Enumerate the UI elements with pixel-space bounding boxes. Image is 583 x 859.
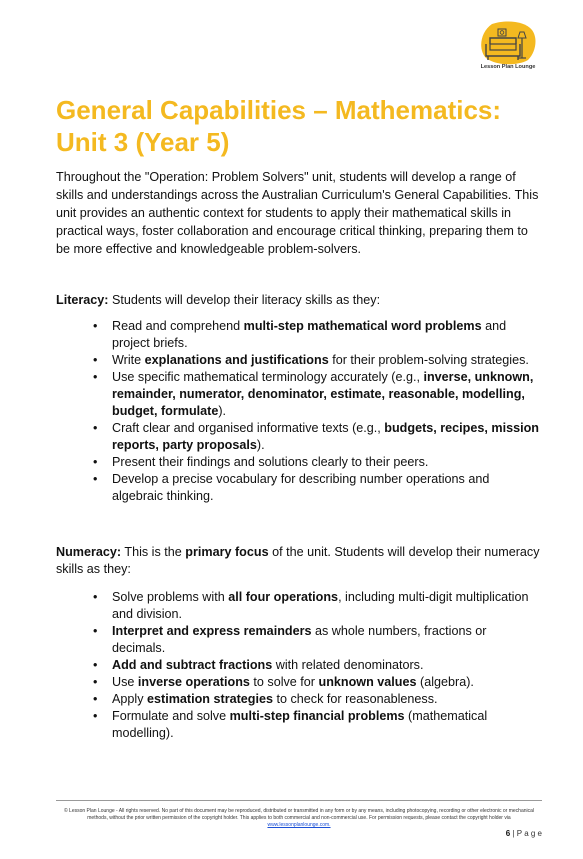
numeracy-bullet-item	[56, 589, 542, 623]
bold-text: multi-step mathematical word problems	[243, 319, 482, 333]
numeracy-text-after: of the unit. Students will develop their numeracy skills as they:	[56, 545, 540, 576]
text: Formulate and solve	[112, 709, 230, 723]
text: and project briefs.	[112, 319, 507, 350]
copyright-text: © Lesson Plan Lounge - All rights reserved. No part of this document may be reproduced, distributed or transmitted in any form or by any means, including photocopying, recording or other electronic or mechanical methods, without the prior written permission of the copyright holder. This applies to both commercial and non-commercial use. For permission requests, please contact the copyright holder via	[63, 808, 535, 821]
bold-text: unknown values	[318, 675, 417, 689]
numeracy-bullet-item	[56, 708, 542, 742]
bold-text: budgets, recipes, mission reports, party proposals	[112, 421, 539, 452]
bold-text: explanations and justifications	[144, 353, 329, 367]
lesson-plan-lounge-logo	[472, 18, 542, 66]
numeracy-label: Numeracy:	[56, 545, 122, 559]
text: (mathematical modelling).	[112, 709, 488, 740]
page-title: General Capabilities – Mathematics: Unit 3 (Year 5)	[56, 95, 502, 157]
numeracy-bullet-item	[56, 623, 542, 657]
literacy-label: Literacy:	[56, 293, 109, 307]
text: Use	[112, 675, 138, 689]
footer-divider	[56, 800, 542, 801]
text: (algebra).	[416, 675, 474, 689]
bold-text: Interpret and express remainders	[112, 624, 312, 638]
bold-text: Add and subtract fractions	[112, 658, 273, 672]
numeracy-bullet-item	[56, 674, 542, 691]
text: ).	[218, 404, 227, 418]
literacy-intro: Students will develop their literacy skills as they:	[108, 293, 381, 307]
numeracy-focus: primary focus	[185, 545, 269, 559]
intro-paragraph: Throughout the "Operation: Problem Solvers" unit, students will develop a range of skills and understandings across the Australian Curriculum's General Capabilities. This unit provides an authentic context for students to apply their mathematical skills in practical ways, foster collaboration and encourage critical thinking, preparing them to be more effective and knowledgeable problem-solvers.	[56, 170, 539, 256]
copyright-footer	[60, 808, 538, 829]
page-label: | P a g e	[512, 829, 542, 838]
text: Present their findings and solutions clearly to their peers.	[112, 455, 429, 469]
numeracy-heading	[56, 544, 542, 578]
text: Use specific mathematical terminology accurately (e.g.,	[112, 370, 424, 384]
text: with related denominators.	[272, 658, 424, 672]
page-number	[482, 829, 542, 838]
numeracy-bullet-item	[56, 691, 542, 708]
bold-text: inverse operations	[137, 675, 250, 689]
numeracy-list	[56, 589, 542, 742]
text: as whole numbers, fractions or decimals.	[112, 624, 487, 655]
text: Develop a precise vocabulary for describing number operations and algebraic thinking.	[112, 472, 490, 503]
text: Read and comprehend	[112, 319, 244, 333]
numeracy-bullet-item	[56, 657, 542, 674]
text: Apply	[112, 692, 148, 706]
bold-text: estimation strategies	[147, 692, 273, 706]
literacy-heading	[56, 292, 542, 309]
literacy-bullet-item	[56, 369, 542, 420]
text: Craft clear and organised informative texts (e.g.,	[112, 421, 385, 435]
page-number-value: 6	[505, 829, 511, 838]
text: Write	[112, 353, 145, 367]
text: , including multi-digit multiplication and division.	[112, 590, 529, 621]
literacy-bullet-item	[56, 420, 542, 454]
literacy-list	[56, 318, 542, 505]
bold-text: multi-step financial problems	[229, 709, 405, 723]
text: for their problem-solving strategies.	[328, 353, 529, 367]
website-link[interactable]: www.lessonplanlounge.com.	[267, 822, 331, 828]
literacy-bullet-item	[56, 454, 542, 471]
text: to solve for	[249, 675, 319, 689]
logo-text: Lesson Plan Lounge	[480, 64, 536, 70]
literacy-bullet-item	[56, 318, 542, 352]
text: to check for reasonableness.	[273, 692, 438, 706]
numeracy-text-before: This is the	[121, 545, 186, 559]
bold-text: all four operations	[228, 590, 339, 604]
text: Solve problems with	[112, 590, 229, 604]
bold-text: inverse, unknown, remainder, numerator, denominator, estimate, reasonable, modelling, budget, formulate	[112, 370, 534, 418]
literacy-bullet-item	[56, 352, 542, 369]
text: ).	[256, 438, 265, 452]
literacy-bullet-item	[56, 471, 542, 505]
